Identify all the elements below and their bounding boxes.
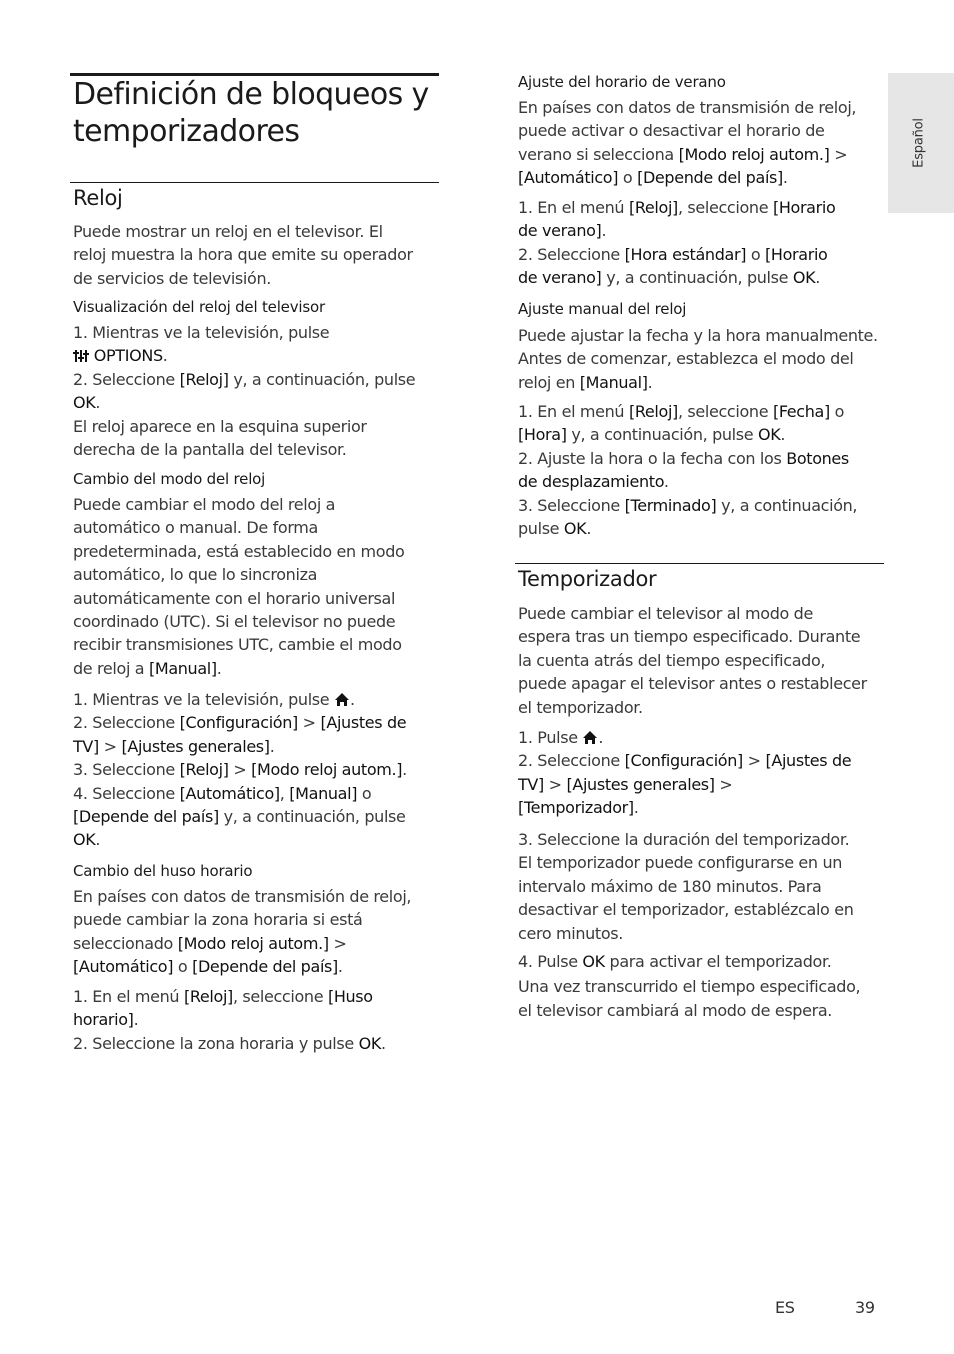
manual-steps: 1. En el menú [Reloj], seleccione [Fecha] o [Hora] y, a continuación, pulse OK. 2. Ajuste la hora o la fecha con los Botones de desplazamiento. 3. Seleccione [Terminado] y, a continuación, pulse OK. xyxy=(518,402,858,539)
temporizador-body: Puede cambiar el televisor al modo de espera tras un tiempo especificado. Durante la cuenta atrás del tiempo especificado, puede apagar el televisor antes o restablecer el temporizador. xyxy=(518,604,867,717)
language-tab-label: Español xyxy=(911,118,927,168)
subheading-modo: Cambio del modo del reloj xyxy=(73,470,266,488)
home-icon xyxy=(582,730,598,745)
temporizador-step4: 4. Pulse OK para activar el temporizador. Una vez transcurrido el tiempo especificado, el televisor cambiará al modo de espera. xyxy=(518,952,861,1020)
manual-body: Puede ajustar la fecha y la hora manualmente. Antes de comenzar, establezca el modo del reloj en [Manual]. xyxy=(518,326,878,392)
section-heading-temporizador: Temporizador xyxy=(518,567,657,591)
temporizador-step3: 3. Seleccione la duración del temporizador. El temporizador puede configurarse en un intervalo máximo de 180 minutos. Para desactivar el temporizador, establézcalo en cero minutos. xyxy=(518,830,854,943)
section-rule-temporizador xyxy=(515,563,884,564)
subheading-visualizacion: Visualización del reloj del televisor xyxy=(73,298,325,316)
subheading-verano: Ajuste del horario de verano xyxy=(518,73,726,91)
verano-body: En países con datos de transmisión de reloj, puede activar o desactivar el horario de verano si selecciona [Modo reloj autom.] > [Automático] o [Depende del país]. xyxy=(518,98,857,188)
section-rule-reloj xyxy=(70,182,439,183)
page-title: Definición de bloqueos y temporizadores xyxy=(73,77,429,149)
options-icon xyxy=(73,349,89,363)
subheading-manual: Ajuste manual del reloj xyxy=(518,300,687,318)
huso-steps: 1. En el menú [Reloj], seleccione [Huso horario]. 2. Seleccione la zona horaria y pulse OK. xyxy=(73,987,386,1053)
modo-body: Puede cambiar el modo del reloj a automático o manual. De forma predeterminada, está establecido en modo automático, lo que lo sincroniza automáticamente con el horario universal coordinado (UTC). Si el televisor no puede recibir transmisiones UTC, cambie el modo de reloj a [Manual]. xyxy=(73,495,405,678)
modo-steps: 1. Mientras ve la televisión, pulse . 2. Seleccione [Configuración] > [Ajustes de TV] > [Ajustes generales]. 3. Seleccione [Reloj] > [Modo reloj autom.]. 4. Seleccione [Automático], [Manual] o [Depende del país] y, a continuación, pulse OK. xyxy=(73,690,407,850)
temporizador-steps: 1. Pulse . 2. Seleccione [Configuración] > [Ajustes de TV] > [Ajustes generales] > [Temporizador]. xyxy=(518,728,852,818)
home-icon xyxy=(334,692,350,707)
visualizacion-steps: 1. Mientras ve la televisión, pulse OPTIONS. 2. Seleccione [Reloj] y, a continuación, pulse OK. El reloj aparece en la esquina superior derecha de la pantalla del televisor. xyxy=(73,323,416,460)
footer-language: ES xyxy=(775,1298,795,1317)
subheading-huso: Cambio del huso horario xyxy=(73,862,253,880)
verano-steps: 1. En el menú [Reloj], seleccione [Horario de verano]. 2. Seleccione [Hora estándar] o [Horario de verano] y, a continuación, pulse OK. xyxy=(518,198,836,288)
section-heading-reloj: Reloj xyxy=(73,186,123,210)
page-number: 39 xyxy=(855,1298,875,1317)
reloj-intro: Puede mostrar un reloj en el televisor. El reloj muestra la hora que emite su operador de servicios de televisión. xyxy=(73,222,413,288)
huso-body: En países con datos de transmisión de reloj, puede cambiar la zona horaria si está seleccionado [Modo reloj autom.] > [Automático] o [Depende del país]. xyxy=(73,887,412,977)
